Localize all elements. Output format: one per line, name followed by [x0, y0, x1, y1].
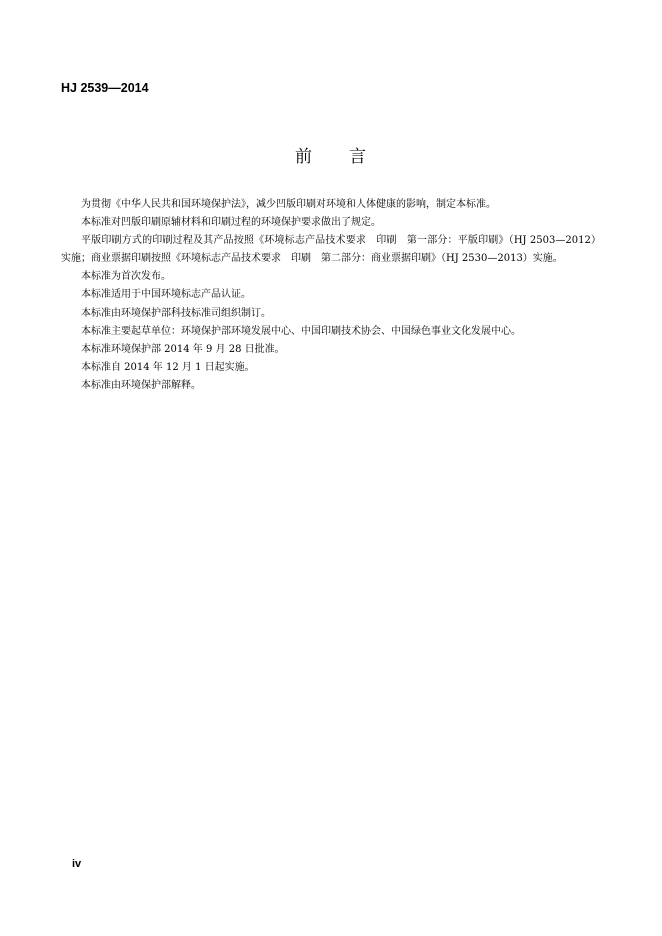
page-number: iv — [72, 858, 82, 870]
paragraph-purpose: 为贯彻《中华人民共和国环境保护法》，减少凹版印刷对环境和人体健康的影响，制定本标准。 — [81, 199, 496, 210]
page-title: 前 言 — [295, 147, 367, 167]
paragraph-approval-date: 本标准环境保护部 2014 年 9 月 28 日批准。 — [81, 343, 285, 355]
paragraph-organizer: 本标准由环境保护部科技标准司组织制订。 — [81, 307, 271, 319]
paragraph-applicability: 本标准适用于中国环境标志产品认证。 — [81, 289, 251, 301]
paragraph-related-standards: 平版印刷方式的印刷过程及其产品按照《环境标志产品技术要求 印刷 第一部分：平版印刷》（HJ 2503—2012）实施；商业票据印刷按照《环境标志产品技术要求 印刷 第二部分：商业票据印刷》（HJ 2530—2013）实施。 — [61, 235, 601, 265]
paragraph-first-release: 本标准为首次发布。 — [81, 271, 171, 283]
paragraph-effective-date: 本标准自 2014 年 12 月 1 日起实施。 — [81, 361, 255, 373]
foreword-body — [61, 196, 601, 395]
paragraph-drafting-units: 本标准主要起草单位：环境保护部环境发展中心、中国印刷技术协会、中国绿色事业文化发展中心。 — [81, 325, 521, 337]
standard-code: HJ 2539—2014 — [61, 81, 149, 95]
paragraph-scope: 本标准对凹版印刷原辅材料和印刷过程的环境保护要求做出了规定。 — [81, 217, 381, 229]
paragraph-interpretation: 本标准由环境保护部解释。 — [81, 379, 201, 391]
